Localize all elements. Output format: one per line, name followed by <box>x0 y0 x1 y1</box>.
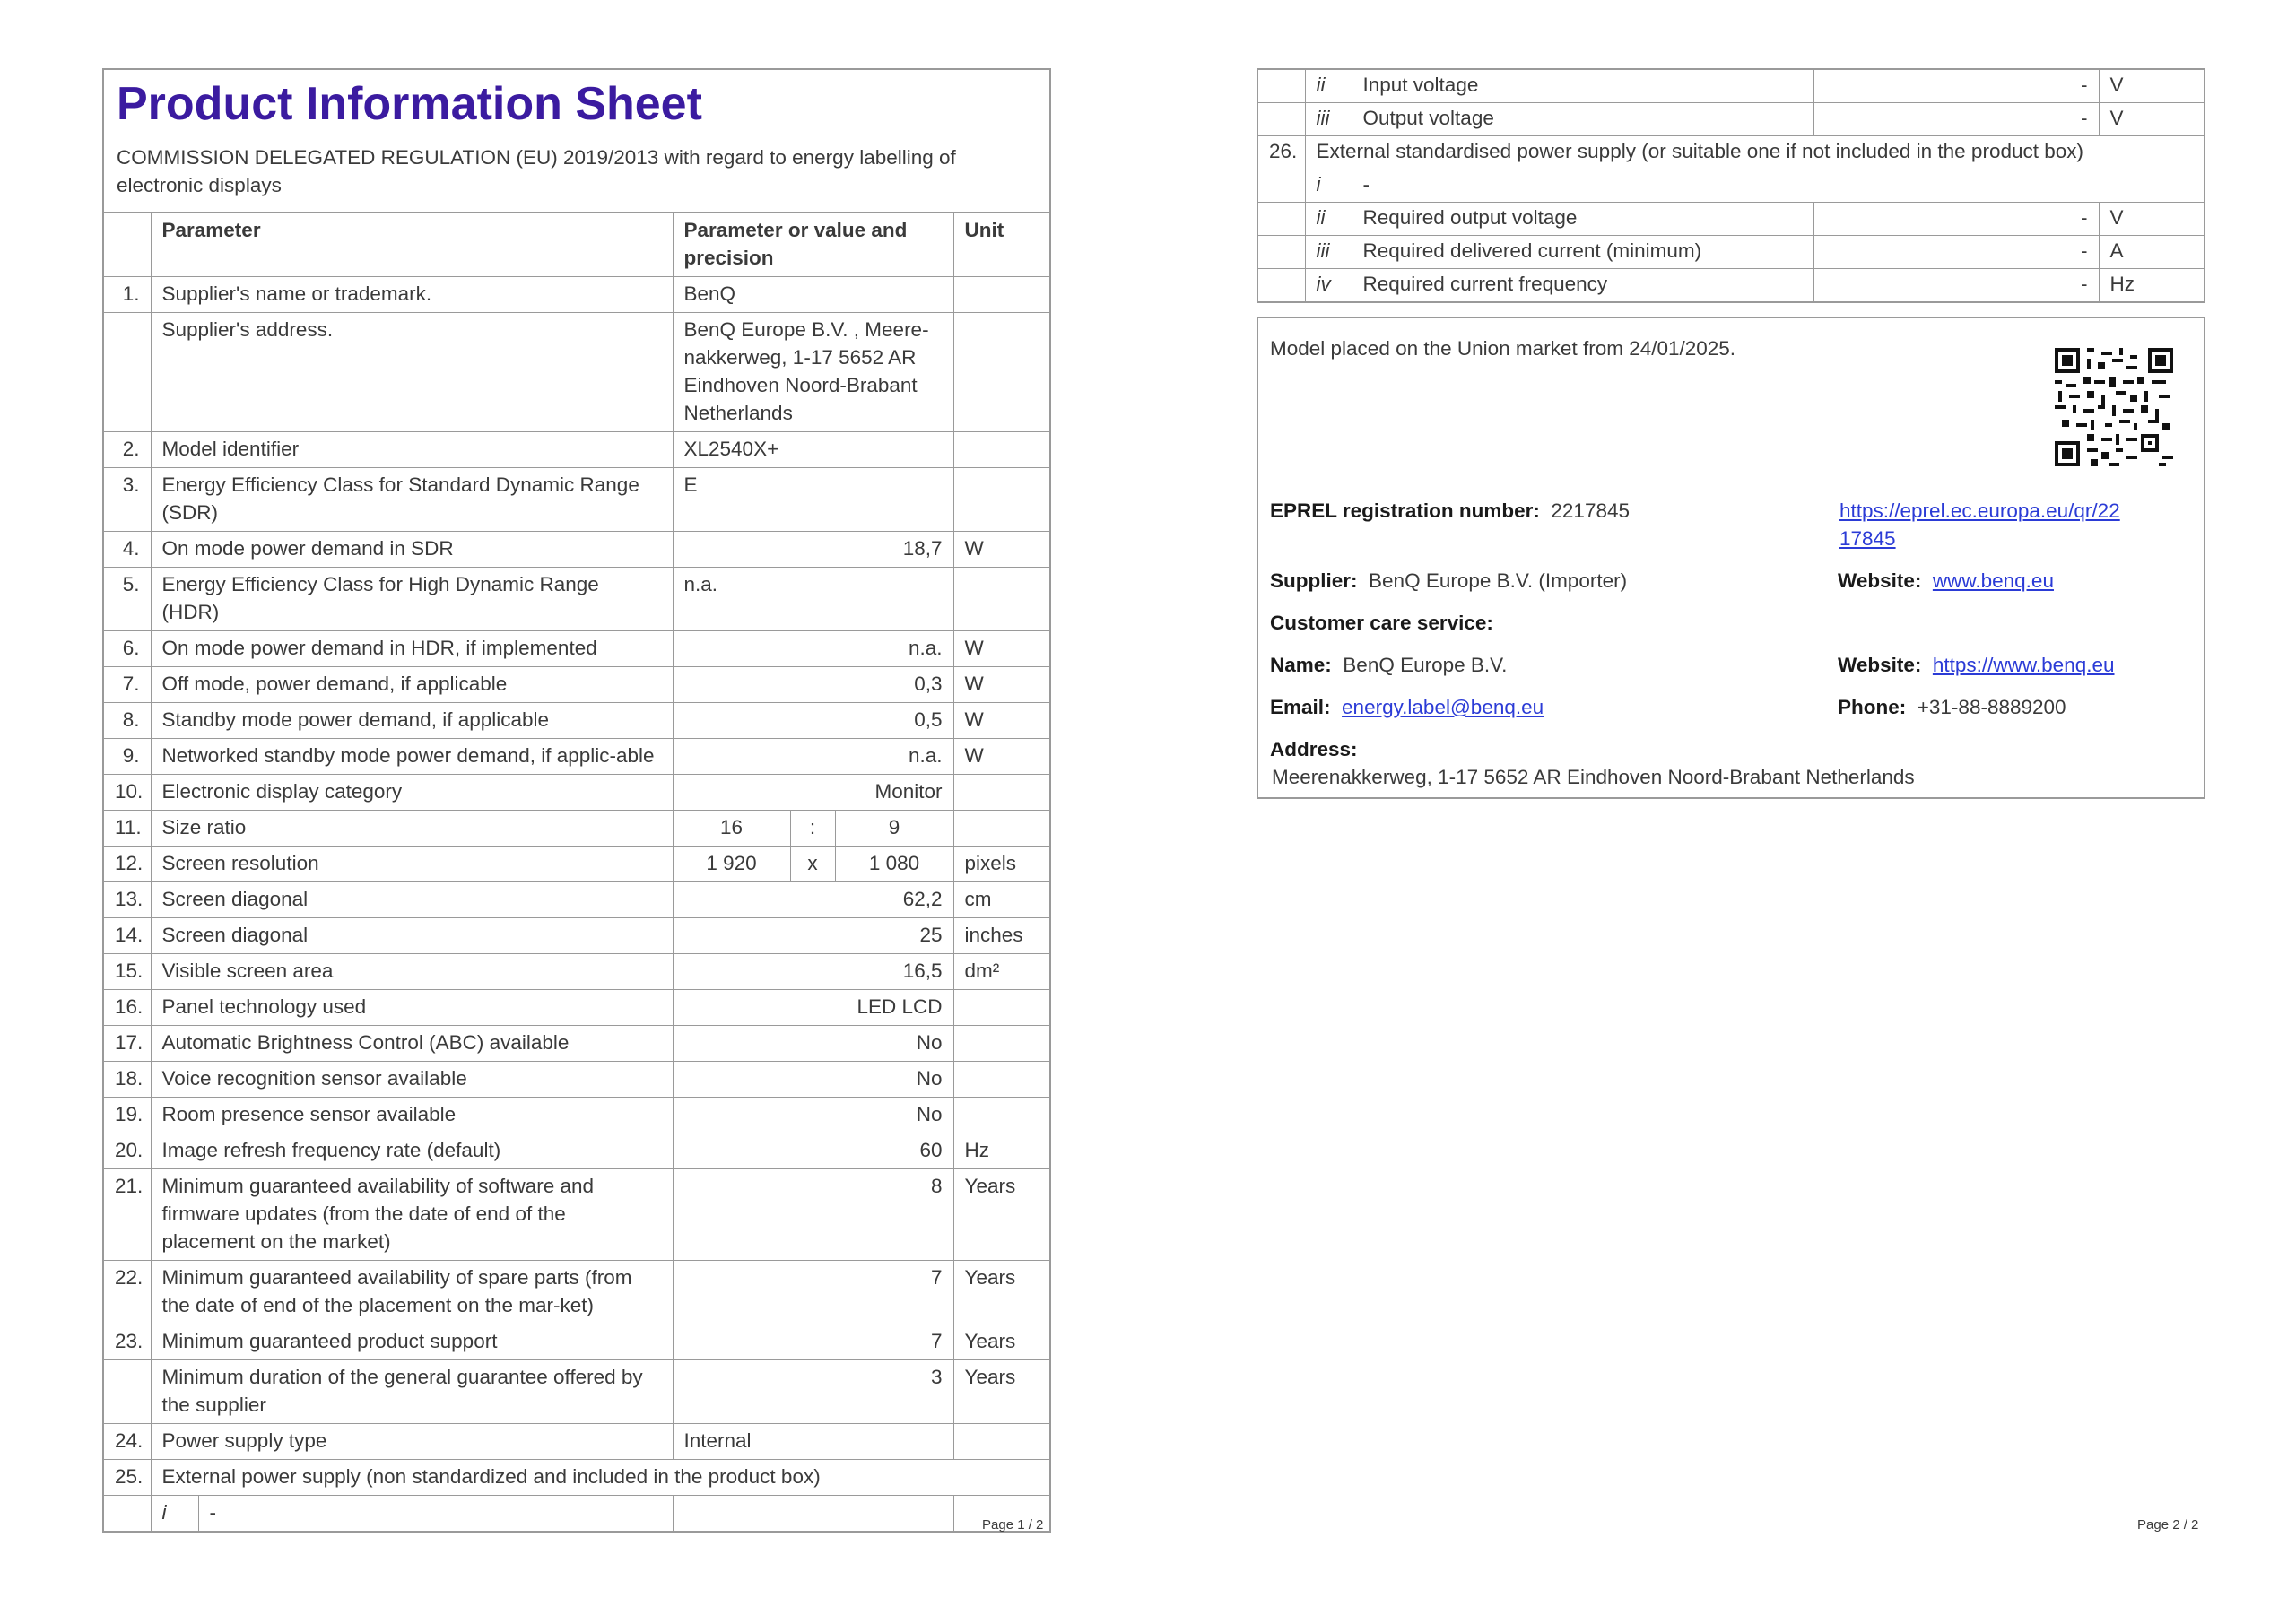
row-roman: ii <box>1305 203 1352 236</box>
row-value: 25 <box>673 918 953 954</box>
row-number: 7. <box>104 667 151 703</box>
page-number: Page 1 / 2 <box>982 1517 1044 1533</box>
row-label: Required current frequency <box>1352 269 1813 302</box>
row-value: 18,7 <box>673 532 953 568</box>
row-parameter: Screen diagonal <box>151 882 673 918</box>
table-row <box>104 882 1049 918</box>
row-unit <box>953 277 1049 313</box>
row-parameter: Minimum guaranteed availability of spare parts (from the date of end of the placement on the mar-ket) <box>151 1261 673 1324</box>
row-roman: iii <box>1305 236 1352 269</box>
row-value: - <box>1813 203 2099 236</box>
product-information-sheet <box>102 68 1051 1533</box>
row-value: No <box>673 1026 953 1062</box>
table-row <box>104 667 1049 703</box>
table-row <box>104 954 1049 990</box>
customer-care-label: Customer care service: <box>1270 612 1493 634</box>
row-number <box>104 1360 151 1424</box>
header-unit: Unit <box>953 213 1049 277</box>
row-number: 8. <box>104 703 151 739</box>
row-value: Monitor <box>673 775 953 811</box>
row-unit: cm <box>953 882 1049 918</box>
care-website-line <box>1838 651 2115 679</box>
row-number: 9. <box>104 739 151 775</box>
row-number: 11. <box>104 811 151 847</box>
row-number: 2. <box>104 432 151 468</box>
row-value: 16,5 <box>673 954 953 990</box>
table-row <box>104 1360 1049 1424</box>
parameter-table <box>104 213 1049 1531</box>
row-number: 26. <box>1258 136 1305 169</box>
email-label: Email: <box>1270 696 1331 718</box>
row-label: Input voltage <box>1352 70 1813 103</box>
sheet-subtitle: COMMISSION DELEGATED REGULATION (EU) 2019/2013 with regard to energy labelling of electronic displays <box>117 146 956 196</box>
email-link[interactable]: energy.label@benq.eu <box>1342 696 1544 718</box>
eprel-label: EPREL registration number: <box>1270 499 1540 522</box>
row-unit <box>953 568 1049 631</box>
table-row <box>104 1460 1049 1496</box>
row-unit: V <box>2099 203 2204 236</box>
row-number: 23. <box>104 1324 151 1360</box>
supplier-line <box>1270 567 1627 595</box>
row-unit: V <box>2099 70 2204 103</box>
row-unit <box>953 1062 1049 1098</box>
supplier-value: BenQ Europe B.V. (Importer) <box>1369 569 1628 592</box>
row-parameter: Power supply type <box>151 1424 673 1460</box>
row-unit: dm² <box>953 954 1049 990</box>
table-row <box>1258 269 2204 302</box>
row-roman: i <box>1305 169 1352 203</box>
row-number <box>1258 203 1305 236</box>
row-label: External standardised power supply (or suitable one if not included in the product box) <box>1305 136 2204 169</box>
row-value-separator: x <box>790 847 835 882</box>
address-value: Meerenakkerweg, 1-17 5652 AR Eindhoven Noord-Brabant Netherlands <box>1272 766 1915 788</box>
table-row <box>104 1133 1049 1169</box>
row-value: LED LCD <box>673 990 953 1026</box>
table-row <box>104 568 1049 631</box>
row-value: 0,5 <box>673 703 953 739</box>
row-unit <box>953 1424 1049 1460</box>
row-unit: Years <box>953 1261 1049 1324</box>
row-value-b: 1 080 <box>835 847 953 882</box>
table-row <box>104 532 1049 568</box>
row-unit: A <box>2099 236 2204 269</box>
row-number <box>1258 269 1305 302</box>
row-number: 22. <box>104 1261 151 1324</box>
table-row <box>1258 136 2204 169</box>
eprel-value: 2217845 <box>1551 499 1631 522</box>
page-2 <box>1148 0 2296 1624</box>
row-parameter: Electronic display category <box>151 775 673 811</box>
row-label: Required output voltage <box>1352 203 1813 236</box>
row-parameter: Energy Efficiency Class for Standard Dynamic Range (SDR) <box>151 468 673 532</box>
row-unit <box>953 432 1049 468</box>
row-value: No <box>673 1062 953 1098</box>
row-unit: Hz <box>953 1133 1049 1169</box>
address-heading <box>1270 735 1358 763</box>
table-row <box>104 990 1049 1026</box>
row-number <box>1258 70 1305 103</box>
row-parameter: On mode power demand in SDR <box>151 532 673 568</box>
row-unit: W <box>953 703 1049 739</box>
row-unit <box>953 1026 1049 1062</box>
table-row <box>104 1098 1049 1133</box>
table-row <box>104 313 1049 432</box>
page-number: Page 2 / 2 <box>2137 1517 2199 1533</box>
row-value <box>673 1496 953 1532</box>
row-unit <box>953 775 1049 811</box>
row-number: 21. <box>104 1169 151 1261</box>
row-value: - <box>1813 236 2099 269</box>
row-number <box>104 313 151 432</box>
row-roman: iii <box>1305 103 1352 136</box>
table-row <box>104 1169 1049 1261</box>
customer-care-heading <box>1270 609 1493 637</box>
row-value: 0,3 <box>673 667 953 703</box>
row-number <box>1258 169 1305 203</box>
row-value: 8 <box>673 1169 953 1261</box>
row-parameter: Visible screen area <box>151 954 673 990</box>
row-value: 60 <box>673 1133 953 1169</box>
row-parameter: Standby mode power demand, if applicable <box>151 703 673 739</box>
row-number: 13. <box>104 882 151 918</box>
table-header-row <box>104 213 1049 277</box>
row-value: E <box>673 468 953 532</box>
row-unit: W <box>953 631 1049 667</box>
row-roman: iv <box>1305 269 1352 302</box>
table-row <box>104 1062 1049 1098</box>
row-number <box>1258 236 1305 269</box>
row-number: 24. <box>104 1424 151 1460</box>
row-unit: Hz <box>2099 269 2204 302</box>
supplier-info-box <box>1257 317 2205 799</box>
row-roman: i <box>152 1496 199 1531</box>
row-value: - <box>1352 169 2204 203</box>
table-row <box>104 1424 1049 1460</box>
row-unit <box>953 811 1049 847</box>
row-parameter: Minimum duration of the general guarantee offered by the supplier <box>151 1360 673 1424</box>
row-number: 20. <box>104 1133 151 1169</box>
row-number: 10. <box>104 775 151 811</box>
table-row <box>1258 236 2204 269</box>
row-parameter: Panel technology used <box>151 990 673 1026</box>
row-number <box>104 1496 151 1532</box>
row-value: - <box>1813 269 2099 302</box>
row-number: 14. <box>104 918 151 954</box>
row-number: 16. <box>104 990 151 1026</box>
eprel-link[interactable] <box>1839 497 2120 552</box>
table-row <box>1258 103 2204 136</box>
table-row <box>104 811 1049 847</box>
care-name-line <box>1270 651 1507 679</box>
row-parameter: Screen resolution <box>151 847 673 882</box>
row-number: 1. <box>104 277 151 313</box>
row-number: 25. <box>104 1460 151 1496</box>
table-row <box>104 468 1049 532</box>
table-row <box>104 1261 1049 1324</box>
row-value: BenQ <box>673 277 953 313</box>
row-parameter: Image refresh frequency rate (default) <box>151 1133 673 1169</box>
row-unit: W <box>953 532 1049 568</box>
row-value: n.a. <box>673 568 953 631</box>
table-row <box>104 1496 1049 1532</box>
row-parameter: Supplier's name or trademark. <box>151 277 673 313</box>
table-row <box>1258 203 2204 236</box>
row-parameter: Off mode, power demand, if applicable <box>151 667 673 703</box>
row-parameter: Networked standby mode power demand, if applic-able <box>151 739 673 775</box>
table-row <box>104 847 1049 882</box>
row-value: 7 <box>673 1261 953 1324</box>
row-value: XL2540X+ <box>673 432 953 468</box>
row-value: 7 <box>673 1324 953 1360</box>
row-parameter: Room presence sensor available <box>151 1098 673 1133</box>
row-unit: Years <box>953 1169 1049 1261</box>
row-parameter: Energy Efficiency Class for High Dynamic Range (HDR) <box>151 568 673 631</box>
row-number: 4. <box>104 532 151 568</box>
row-number: 3. <box>104 468 151 532</box>
table-row <box>104 1324 1049 1360</box>
row-unit <box>953 1098 1049 1133</box>
table-row <box>104 703 1049 739</box>
table-row <box>104 1026 1049 1062</box>
sheet-title: Product Information Sheet <box>117 78 702 130</box>
table-row <box>104 277 1049 313</box>
phone-label: Phone: <box>1838 696 1907 718</box>
row-value-separator: : <box>790 811 835 847</box>
row-parameter: Model identifier <box>151 432 673 468</box>
row-parameter: Minimum guaranteed availability of software and firmware updates (from the date of end of the placement on the market) <box>151 1169 673 1261</box>
row-number: 18. <box>104 1062 151 1098</box>
care-website-link[interactable]: https://www.benq.eu <box>1932 654 2115 676</box>
row-number: 12. <box>104 847 151 882</box>
row-unit: W <box>953 739 1049 775</box>
row-unit <box>953 313 1049 432</box>
row-unit: W <box>953 667 1049 703</box>
row-value: n.a. <box>673 739 953 775</box>
eprel-link-line-1[interactable]: https://eprel.ec.europa.eu/qr/22 <box>1839 499 2120 522</box>
market-date-text: Model placed on the Union market from 24/01/2025. <box>1270 337 1736 360</box>
header-num <box>104 213 151 277</box>
eprel-registration <box>1270 497 1630 525</box>
supplier-label: Supplier: <box>1270 569 1358 592</box>
row-unit: V <box>2099 103 2204 136</box>
row-label: Output voltage <box>1352 103 1813 136</box>
table-row <box>104 918 1049 954</box>
row-roman: ii <box>1305 70 1352 103</box>
row-unit: pixels <box>953 847 1049 882</box>
row-sub-value: - <box>209 1501 216 1524</box>
row-parameter: On mode power demand in HDR, if implemented <box>151 631 673 667</box>
row-label: Required delivered current (minimum) <box>1352 236 1813 269</box>
supplier-website-line <box>1838 567 2054 595</box>
table-row <box>104 775 1049 811</box>
row-value: n.a. <box>673 631 953 667</box>
address-label: Address: <box>1270 738 1358 760</box>
row-value-a: 1 920 <box>673 847 790 882</box>
phone-line <box>1838 693 2066 721</box>
row-number: 17. <box>104 1026 151 1062</box>
row-unit: Years <box>953 1324 1049 1360</box>
row-number: 19. <box>104 1098 151 1133</box>
row-parameter: Screen diagonal <box>151 918 673 954</box>
row-number: 6. <box>104 631 151 667</box>
qr-code-icon[interactable] <box>2055 348 2173 466</box>
header-value: Parameter or value and precision <box>673 213 953 277</box>
row-parameter: Automatic Brightness Control (ABC) available <box>151 1026 673 1062</box>
phone-value: +31-88-8889200 <box>1917 696 2066 718</box>
table-row <box>104 739 1049 775</box>
row-value: - <box>1813 70 2099 103</box>
table-row <box>1258 169 2204 203</box>
row-parameter: External power supply (non standardized and included in the product box) <box>151 1460 1049 1496</box>
row-value: No <box>673 1098 953 1133</box>
row-value-b: 9 <box>835 811 953 847</box>
row-unit: Years <box>953 1360 1049 1424</box>
row-number: 15. <box>104 954 151 990</box>
row-value: 3 <box>673 1360 953 1424</box>
row-sub-parameter <box>151 1496 673 1532</box>
website-label: Website: <box>1838 569 1922 592</box>
table-row <box>104 432 1049 468</box>
care-website-label: Website: <box>1838 654 1922 676</box>
table-row <box>104 631 1049 667</box>
row-unit <box>953 990 1049 1026</box>
row-unit <box>953 468 1049 532</box>
row-unit: inches <box>953 918 1049 954</box>
row-value: BenQ Europe B.V. , Meere-nakkerweg, 1-17 5652 AR Eindhoven Noord-Brabant Netherlands <box>673 313 953 432</box>
power-supply-table <box>1257 68 2205 303</box>
email-line <box>1270 693 1544 721</box>
row-value: Internal <box>673 1424 953 1460</box>
row-value: - <box>1813 103 2099 136</box>
row-parameter: Voice recognition sensor available <box>151 1062 673 1098</box>
row-value-a: 16 <box>673 811 790 847</box>
eprel-link-line-2[interactable]: 17845 <box>1839 527 1896 550</box>
website-link[interactable]: www.benq.eu <box>1932 569 2054 592</box>
name-value: BenQ Europe B.V. <box>1343 654 1508 676</box>
row-number: 5. <box>104 568 151 631</box>
row-parameter: Size ratio <box>151 811 673 847</box>
row-parameter: Supplier's address. <box>151 313 673 432</box>
table-row <box>1258 70 2204 103</box>
row-number <box>1258 103 1305 136</box>
sheet-header <box>104 72 1049 213</box>
row-value: 62,2 <box>673 882 953 918</box>
row-parameter: Minimum guaranteed product support <box>151 1324 673 1360</box>
name-label: Name: <box>1270 654 1332 676</box>
header-parameter: Parameter <box>151 213 673 277</box>
